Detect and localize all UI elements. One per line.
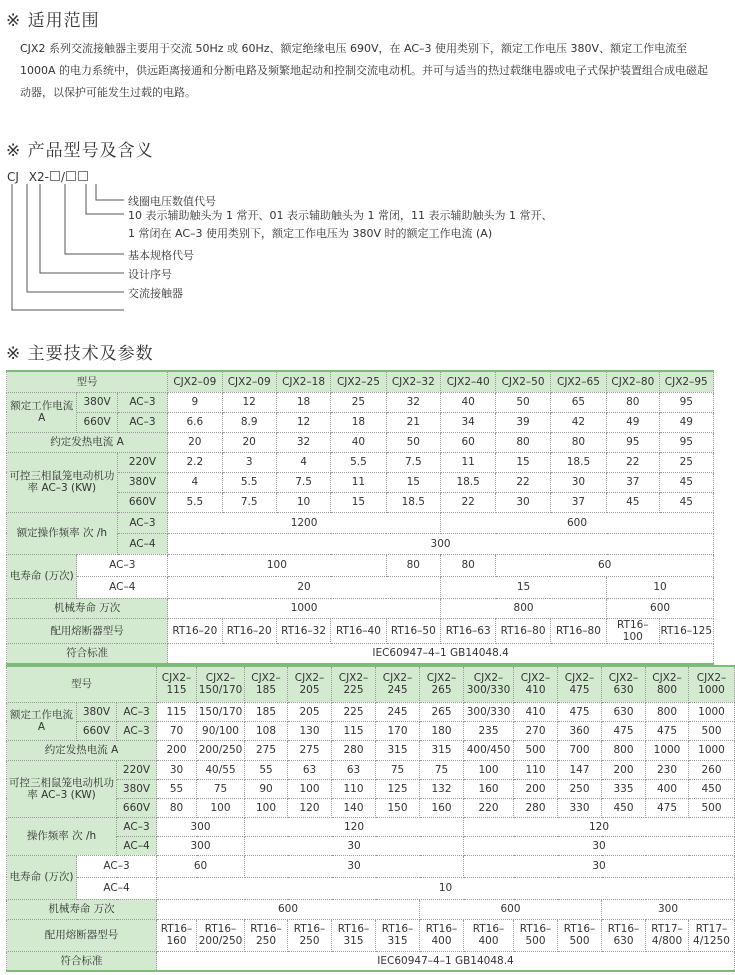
value-cell: 90/100 <box>197 721 245 740</box>
value-cell: 15 <box>496 452 550 472</box>
value-cell: 265 <box>420 702 464 721</box>
value-cell: 75 <box>376 760 420 779</box>
model-header: 型号 <box>7 666 157 702</box>
value-cell: RT16– 500 <box>558 919 602 951</box>
model-cell: CJX2–09 <box>222 371 276 392</box>
row-label-electric-life: 电寿命 (万次) <box>7 855 77 899</box>
value-cell: 300 <box>602 899 735 919</box>
voltage-label: 660V <box>117 798 157 817</box>
value-cell: 32 <box>276 432 330 452</box>
voltage-label: 380V <box>77 702 117 721</box>
table-row <box>7 721 735 740</box>
category-label: AC–4 <box>117 836 157 855</box>
value-cell: 30 <box>464 836 735 855</box>
value-cell: RT16– 315 <box>332 919 376 951</box>
voltage-label: 220V <box>117 452 167 472</box>
category-label: AC–3 <box>117 721 157 740</box>
legend-design: 设计序号 <box>128 268 172 281</box>
value-cell: 7.5 <box>222 492 276 512</box>
row-label-frequency: 操作频率 次 /h <box>7 817 117 855</box>
value-cell: 63 <box>332 760 376 779</box>
model-code-cj: CJ <box>7 170 19 184</box>
value-cell: 160 <box>420 798 464 817</box>
value-cell: 110 <box>514 760 558 779</box>
value-cell: 360 <box>558 721 602 740</box>
value-cell: 800 <box>646 702 689 721</box>
value-cell: 11 <box>441 452 496 472</box>
model-header: 型号 <box>7 371 168 392</box>
value-cell: 280 <box>514 798 558 817</box>
value-cell: RT16–20 <box>168 618 222 643</box>
model-cell: CJX2– 245 <box>376 666 420 702</box>
voltage-label: 380V <box>117 472 167 492</box>
value-cell: 9 <box>168 392 222 412</box>
value-cell: 1200 <box>168 512 441 533</box>
value-cell: 18 <box>331 412 386 432</box>
category-label: AC–3 <box>117 512 167 533</box>
model-cell: CJX2– 265 <box>420 666 464 702</box>
value-cell: 4 <box>276 452 330 472</box>
value-cell: 125 <box>376 779 420 798</box>
category-label: AC–4 <box>77 576 168 598</box>
value-cell: 300/330 <box>464 702 514 721</box>
value-cell: 600 <box>607 598 714 618</box>
value-cell: 60 <box>441 432 496 452</box>
value-cell: 150/170 <box>197 702 245 721</box>
model-cell: CJX2–09 <box>168 371 222 392</box>
value-cell: 55 <box>245 760 288 779</box>
value-cell: 260 <box>689 760 735 779</box>
value-cell: RT16–80 <box>496 618 550 643</box>
value-cell: 75 <box>197 779 245 798</box>
value-cell: 185 <box>245 702 288 721</box>
table-row <box>7 452 714 472</box>
value-cell: RT16– 250 <box>288 919 332 951</box>
table-row <box>7 666 735 702</box>
voltage-label: 660V <box>77 721 117 740</box>
legend-coil: 线圈电压数值代号 <box>128 195 216 208</box>
model-cell: CJX2– 630 <box>602 666 646 702</box>
value-cell: 45 <box>607 492 659 512</box>
spec-table-2 <box>6 665 735 972</box>
value-cell: 100 <box>245 798 288 817</box>
value-cell: 450 <box>602 798 646 817</box>
value-cell: 275 <box>245 740 288 760</box>
voltage-label: 660V <box>77 412 117 432</box>
section-title-scope: ※ 适用范围 <box>6 11 100 31</box>
value-cell: 1000 <box>168 598 441 618</box>
value-cell: 270 <box>514 721 558 740</box>
value-cell: 7.5 <box>386 452 440 472</box>
value-cell: 20 <box>168 432 222 452</box>
value-cell: 42 <box>550 412 606 432</box>
value-cell: 49 <box>607 412 659 432</box>
model-cell: CJX2– 205 <box>288 666 332 702</box>
table-row <box>7 855 735 877</box>
value-cell: 200/250 <box>197 740 245 760</box>
value-cell: 475 <box>646 721 689 740</box>
table-row <box>7 877 735 899</box>
value-cell: 55 <box>157 779 197 798</box>
value-cell: 300 <box>168 533 714 554</box>
value-cell: 25 <box>331 392 386 412</box>
value-cell: 200 <box>514 779 558 798</box>
voltage-label: 660V <box>117 492 167 512</box>
model-cell: CJX2– 800 <box>646 666 689 702</box>
voltage-label: 380V <box>77 392 117 412</box>
row-label-standard: 符合标准 <box>7 951 157 971</box>
row-label-thermal: 约定发热电流 A <box>7 432 168 452</box>
value-cell: 34 <box>441 412 496 432</box>
value-cell: 60 <box>496 554 714 576</box>
scope-paragraph: CJX2 系列交流接触器主要用于交流 50Hz 或 60Hz、额定绝缘电压 690V，在 AC–3 使用类别下，额定工作电压 380V、额定工作电流至 1000A 的电力系统中，供远距离接通和分断电路及频繁地起动和控制交流电动机。并可与适当的热过载继电器或电子式保护装置组合成电磁起动器，以保护可能发生过载的电路。 <box>20 42 709 99</box>
value-cell: 475 <box>602 721 646 740</box>
value-cell: 115 <box>332 721 376 740</box>
value-cell: 40 <box>441 392 496 412</box>
row-label-mechanical-life: 机械寿命 万次 <box>7 598 168 618</box>
value-cell: 15 <box>441 576 607 598</box>
model-cell: CJX2–32 <box>386 371 440 392</box>
value-cell: 200 <box>157 740 197 760</box>
value-cell: 80 <box>496 432 550 452</box>
value-cell: 800 <box>602 740 646 760</box>
value-cell: 235 <box>464 721 514 740</box>
value-cell: 450 <box>689 779 735 798</box>
value-cell: 150 <box>376 798 420 817</box>
value-cell: 220 <box>464 798 514 817</box>
model-cell: CJX2–80 <box>607 371 659 392</box>
category-label: AC–4 <box>117 533 167 554</box>
value-cell: 40 <box>331 432 386 452</box>
standard-value: IEC60947–4–1 GB14048.4 <box>157 951 735 971</box>
value-cell: 3 <box>222 452 276 472</box>
model-code-leader-lines <box>0 160 140 300</box>
value-cell: 140 <box>332 798 376 817</box>
value-cell: 300 <box>157 817 245 836</box>
value-cell: 275 <box>288 740 332 760</box>
row-label-fuse: 配用熔断器型号 <box>7 618 168 643</box>
value-cell: RT16– 160 <box>157 919 197 951</box>
value-cell: 70 <box>157 721 197 740</box>
value-cell: 50 <box>386 432 440 452</box>
value-cell: 5.5 <box>222 472 276 492</box>
value-cell: 50 <box>496 392 550 412</box>
value-cell: RT16–20 <box>222 618 276 643</box>
value-cell: RT17– 4/800 <box>646 919 689 951</box>
value-cell: 80 <box>607 392 659 412</box>
value-cell: 1000 <box>689 702 735 721</box>
row-label-electric-life: 电寿命 (万次) <box>7 554 77 598</box>
value-cell: 600 <box>441 512 714 533</box>
value-cell: 230 <box>646 760 689 779</box>
value-cell: 80 <box>386 554 440 576</box>
value-cell: RT16–63 <box>441 618 496 643</box>
value-cell: 800 <box>441 598 607 618</box>
value-cell: 200 <box>602 760 646 779</box>
table-row <box>7 779 735 798</box>
value-cell: 120 <box>245 817 464 836</box>
row-label-standard: 符合标准 <box>7 643 168 664</box>
value-cell: 18.5 <box>441 472 496 492</box>
category-label: AC–3 <box>117 702 157 721</box>
value-cell: 170 <box>376 721 420 740</box>
value-cell: 90 <box>245 779 288 798</box>
model-cell: CJX2– 150/170 <box>197 666 245 702</box>
value-cell: 39 <box>496 412 550 432</box>
voltage-label: 220V <box>117 760 157 779</box>
value-cell: 40/55 <box>197 760 245 779</box>
value-cell: 65 <box>550 392 606 412</box>
value-cell: 132 <box>420 779 464 798</box>
value-cell: 225 <box>332 702 376 721</box>
legend-basic: 基本规格代号 <box>128 249 194 262</box>
value-cell: 100 <box>288 779 332 798</box>
value-cell: 49 <box>659 412 714 432</box>
value-cell: 700 <box>558 740 602 760</box>
value-cell: 115 <box>157 702 197 721</box>
model-cell: CJX2– 225 <box>332 666 376 702</box>
value-cell: 10 <box>157 877 735 899</box>
value-cell: 12 <box>276 412 330 432</box>
table-row <box>7 512 714 533</box>
model-cell: CJX2–95 <box>659 371 714 392</box>
value-cell: 10 <box>607 576 714 598</box>
value-cell: 18.5 <box>550 452 606 472</box>
value-cell: 130 <box>288 721 332 740</box>
value-cell: RT17– 4/1250 <box>689 919 735 951</box>
model-cell: CJX2–25 <box>331 371 386 392</box>
value-cell: 45 <box>659 472 714 492</box>
row-label-frequency: 额定操作频率 次 /h <box>7 512 118 554</box>
model-cell: CJX2–40 <box>441 371 496 392</box>
value-cell: 5.5 <box>331 452 386 472</box>
value-cell: 410 <box>514 702 558 721</box>
value-cell: 110 <box>332 779 376 798</box>
value-cell: 1000 <box>689 740 735 760</box>
value-cell: 18 <box>276 392 330 412</box>
value-cell: 100 <box>197 798 245 817</box>
table-row <box>7 740 735 760</box>
value-cell: 250 <box>558 779 602 798</box>
value-cell: RT16– 250 <box>245 919 288 951</box>
table-row <box>7 702 735 721</box>
value-cell: 60 <box>157 855 245 877</box>
value-cell: 100 <box>168 554 387 576</box>
value-cell: 15 <box>331 492 386 512</box>
value-cell: 22 <box>496 472 550 492</box>
value-cell: 600 <box>157 899 420 919</box>
value-cell: 18.5 <box>386 492 440 512</box>
value-cell: 95 <box>659 392 714 412</box>
table-row <box>7 576 714 598</box>
voltage-label: 380V <box>117 779 157 798</box>
category-label: AC–4 <box>77 877 157 899</box>
model-cell: CJX2–50 <box>496 371 550 392</box>
value-cell: 15 <box>386 472 440 492</box>
value-cell: 80 <box>157 798 197 817</box>
value-cell: 10 <box>276 492 330 512</box>
value-cell: 4 <box>168 472 222 492</box>
model-cell: CJX2– 300/330 <box>464 666 514 702</box>
value-cell: RT16–40 <box>331 618 386 643</box>
value-cell: 32 <box>386 392 440 412</box>
value-cell: 180 <box>420 721 464 740</box>
value-cell: 30 <box>245 855 464 877</box>
model-cell: CJX2–18 <box>276 371 330 392</box>
value-cell: 37 <box>607 472 659 492</box>
model-cell: CJX2– 410 <box>514 666 558 702</box>
legend-aux-2: 1 常闭在 AC–3 使用类别下，额定工作电压为 380V 时的额定工作电流 (A) <box>128 227 493 240</box>
value-cell: 315 <box>376 740 420 760</box>
value-cell: 30 <box>496 492 550 512</box>
table-row <box>7 919 735 951</box>
table-row <box>7 798 735 817</box>
value-cell: 600 <box>420 899 602 919</box>
value-cell: 80 <box>441 554 496 576</box>
value-cell: 7.5 <box>276 472 330 492</box>
legend-aux-1: 10 表示辅助触头为 1 常开、01 表示辅助触头为 1 常闭，11 表示辅助触头为 1 常开、 <box>128 209 553 222</box>
category-label: AC–3 <box>77 554 168 576</box>
value-cell: 45 <box>659 492 714 512</box>
table-row <box>7 371 714 392</box>
value-cell: RT16– 315 <box>376 919 420 951</box>
value-cell: 147 <box>558 760 602 779</box>
table-row <box>7 554 714 576</box>
value-cell: RT16– 200/250 <box>197 919 245 951</box>
value-cell: 160 <box>464 779 514 798</box>
row-label-fuse: 配用熔断器型号 <box>7 919 157 951</box>
value-cell: 21 <box>386 412 440 432</box>
table-row <box>7 598 714 618</box>
row-label-power: 可控三相鼠笼电动机功率 AC–3 (KW) <box>7 760 117 817</box>
row-label-mechanical-life: 机械寿命 万次 <box>7 899 157 919</box>
table-row <box>7 760 735 779</box>
value-cell: 315 <box>420 740 464 760</box>
value-cell: 100 <box>464 760 514 779</box>
value-cell: RT16–32 <box>276 618 330 643</box>
value-cell: 205 <box>288 702 332 721</box>
value-cell: 95 <box>607 432 659 452</box>
section-title-model: ※ 产品型号及含义 <box>6 141 154 161</box>
table-row <box>7 643 714 664</box>
row-label-rated-current: 额定工作电流 A <box>7 392 77 432</box>
table-row <box>7 432 714 452</box>
category-label: AC–3 <box>117 392 167 412</box>
value-cell: RT16–50 <box>386 618 440 643</box>
table-row <box>7 899 735 919</box>
section-title-params: ※ 主要技术及参数 <box>6 344 154 364</box>
standard-value: IEC60947–4–1 GB14048.4 <box>168 643 714 664</box>
row-label-rated-current: 额定工作电流 A <box>7 702 77 740</box>
value-cell: 335 <box>602 779 646 798</box>
table-row <box>7 392 714 412</box>
value-cell: 25 <box>659 452 714 472</box>
value-cell: 500 <box>689 798 735 817</box>
value-cell: 22 <box>441 492 496 512</box>
model-cell: CJX2– 185 <box>245 666 288 702</box>
table-row <box>7 412 714 432</box>
table-row <box>7 618 714 643</box>
model-cell: CJX2– 1000 <box>689 666 735 702</box>
value-cell: 6.6 <box>168 412 222 432</box>
value-cell: 120 <box>464 817 735 836</box>
value-cell: 2.2 <box>168 452 222 472</box>
value-cell: 20 <box>168 576 441 598</box>
value-cell: 37 <box>550 492 606 512</box>
value-cell: 330 <box>558 798 602 817</box>
table-row <box>7 817 735 836</box>
value-cell: 12 <box>222 392 276 412</box>
value-cell: 20 <box>222 432 276 452</box>
model-code-slash: / <box>60 170 65 184</box>
spec-table-1 <box>6 370 714 665</box>
value-cell: 475 <box>558 702 602 721</box>
value-cell: 80 <box>550 432 606 452</box>
value-cell: 30 <box>550 472 606 492</box>
row-label-thermal: 约定发热电流 A <box>7 740 157 760</box>
legend-ac: 交流接触器 <box>128 287 183 300</box>
value-cell: 108 <box>245 721 288 740</box>
row-label-power: 可控三相鼠笼电动机功率 AC–3 (KW) <box>7 452 118 512</box>
value-cell: 30 <box>245 836 464 855</box>
value-cell: RT16–125 <box>659 618 714 643</box>
value-cell: 500 <box>514 740 558 760</box>
value-cell: 400/450 <box>464 740 514 760</box>
value-cell: 11 <box>331 472 386 492</box>
value-cell: 22 <box>607 452 659 472</box>
value-cell: 30 <box>464 855 735 877</box>
value-cell: 630 <box>602 702 646 721</box>
value-cell: RT16– 630 <box>602 919 646 951</box>
value-cell: 95 <box>659 432 714 452</box>
model-cell: CJX2– 475 <box>558 666 602 702</box>
value-cell: 75 <box>420 760 464 779</box>
value-cell: 245 <box>376 702 420 721</box>
model-code-dash: - <box>44 170 49 184</box>
category-label: AC–3 <box>117 412 167 432</box>
category-label: AC–3 <box>77 855 157 877</box>
table-row <box>7 951 735 971</box>
category-label: AC–3 <box>117 817 157 836</box>
value-cell: RT16–80 <box>550 618 606 643</box>
value-cell: 280 <box>332 740 376 760</box>
model-cell: CJX2– 115 <box>157 666 197 702</box>
value-cell: 500 <box>689 721 735 740</box>
table-row <box>7 836 735 855</box>
value-cell: 30 <box>157 760 197 779</box>
value-cell: 475 <box>646 798 689 817</box>
value-cell: 5.5 <box>168 492 222 512</box>
model-code-x2: X2 <box>28 170 45 184</box>
value-cell: RT16–100 <box>607 618 659 643</box>
value-cell: RT16– 400 <box>464 919 514 951</box>
value-cell: 8.9 <box>222 412 276 432</box>
value-cell: 120 <box>288 798 332 817</box>
model-cell: CJX2–65 <box>550 371 606 392</box>
value-cell: 1000 <box>646 740 689 760</box>
value-cell: RT16– 400 <box>420 919 464 951</box>
value-cell: 400 <box>646 779 689 798</box>
value-cell: RT16– 500 <box>514 919 558 951</box>
value-cell: 300 <box>157 836 245 855</box>
value-cell: 63 <box>288 760 332 779</box>
